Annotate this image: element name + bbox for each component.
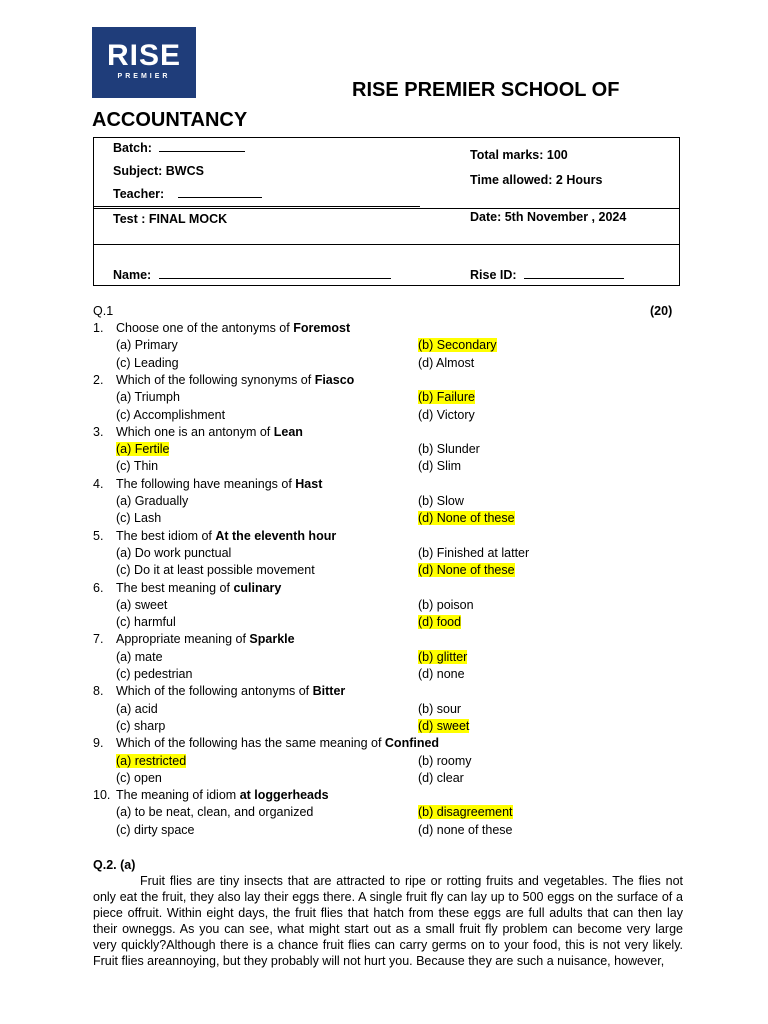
question-number: 2. (93, 372, 104, 387)
answer-option-text: (d) none (418, 667, 465, 681)
answer-option (418, 666, 465, 682)
answer-option (116, 458, 158, 474)
question-stem-text: The meaning of idiom (116, 788, 240, 803)
question-stem-text: Appropriate meaning of (116, 632, 250, 647)
answer-option (418, 493, 464, 509)
question-keyword: Sparkle (249, 632, 295, 647)
answer-option (418, 355, 474, 371)
answer-option (418, 458, 461, 474)
answer-option-text: (b) poison (418, 597, 474, 612)
answer-option-highlighted: (d) None of these (418, 511, 515, 526)
question-keyword: at loggerheads (239, 788, 329, 803)
answer-option-highlighted: (b) Failure (418, 390, 475, 405)
answer-option-text: (d) none of these (418, 822, 513, 837)
logo-main-text: RISE (106, 39, 182, 72)
answer-option-text: (a) acid (116, 701, 158, 716)
answer-option-text: (d) clear (418, 770, 464, 785)
answer-option (418, 597, 474, 613)
answer-option-text: (a) Triumph (116, 390, 180, 405)
question-stem-text: Which of the following synonyms of (116, 372, 315, 387)
answer-option-text: (a) mate (116, 649, 163, 664)
answer-option-highlighted: (b) Secondary (418, 338, 497, 353)
question-stem (116, 683, 345, 699)
q2-label: Q.2. (a) (93, 858, 136, 872)
answer-option (418, 545, 529, 561)
student-name-field (113, 268, 391, 282)
question-keyword: Confined (384, 736, 440, 751)
rise-id-label: Rise ID: (470, 268, 517, 282)
answer-option (116, 545, 231, 561)
answer-option-text: (a) to be neat, clean, and organized (116, 805, 314, 820)
rise-id-blank (524, 278, 624, 279)
answer-option (116, 649, 163, 665)
question-stem (116, 320, 350, 336)
school-title-line1: RISE PREMIER SCHOOL OF (352, 79, 620, 101)
answer-option (418, 822, 513, 838)
answer-option (116, 355, 179, 371)
question-stem (116, 735, 439, 751)
student-name-blank (159, 278, 391, 279)
answer-option-text: (d) Almost (418, 355, 475, 370)
answer-option (418, 614, 461, 630)
answer-option-text: (c) dirty space (116, 822, 195, 837)
answer-option (116, 597, 167, 613)
answer-option-text: (c) harmful (116, 615, 176, 630)
school-title-line2: ACCOUNTANCY (92, 109, 248, 131)
question-keyword: Lean (273, 424, 303, 439)
question-number: 6. (93, 580, 104, 595)
answer-option (116, 666, 192, 682)
question-stem-text: The best meaning of (116, 580, 234, 595)
answer-option (116, 718, 165, 734)
q1-marks: (20) (650, 304, 673, 318)
answer-option-highlighted: (d) food (418, 615, 462, 630)
answer-option-text: (c) Leading (116, 355, 179, 370)
answer-option (116, 441, 169, 457)
question-number: 4. (93, 476, 104, 491)
question-number: 8. (93, 684, 104, 699)
question-number: 9. (93, 736, 104, 751)
answer-option-text: (a) Gradually (116, 494, 189, 508)
q2-passage: Fruit flies are tiny insects that are attracted to ripe or rotting fruits and vegetables. The flies not only eat the fruit, they also lay their eggs there. A single fruit fly can lay up to 500 eggs on the surface of a piece offruit. Within eight days, the fruit flies that hatch from these eggs are full adults that can then lay their owneggs. As you can see, what might start out as a small fruit fly problem can become very large very quickly?Although there is a chance fruit flies can carry germs on to your food, this is not very likely. Fruit flies areannoying, but they probably will not hurt you. Because they are such a nuisance, however, (93, 874, 683, 968)
answer-option-text: (d) Victory (418, 407, 475, 422)
answer-option (116, 614, 176, 630)
answer-option-text: (c) Accomplishment (116, 407, 226, 422)
subject-text: Subject: BWCS (113, 164, 204, 178)
answer-option-text: (a) Primary (116, 338, 178, 353)
batch-field (113, 141, 245, 155)
school-logo (92, 27, 196, 98)
question-stem (116, 631, 295, 647)
answer-option (418, 701, 461, 717)
question-stem-text: Choose one of the antonyms of (116, 321, 294, 335)
exam-date-text: Date: 5th November , 2024 (470, 210, 627, 224)
answer-option-text: (b) Slow (418, 494, 464, 508)
answer-option (418, 407, 475, 423)
answer-option (418, 562, 515, 578)
answer-option-text: (c) open (116, 770, 162, 785)
answer-option-highlighted: (a) restricted (116, 753, 187, 768)
exam-header-box (93, 137, 680, 286)
answer-option-text: (b) Finished at latter (418, 545, 530, 560)
answer-option-text: (a) sweet (116, 597, 168, 612)
question-number: 1. (93, 321, 104, 335)
question-stem-text: The best idiom of (116, 528, 216, 543)
teacher-blank (178, 197, 262, 198)
question-stem (116, 424, 303, 440)
rise-id-field (470, 268, 624, 282)
question-stem-text: Which of the following antonyms of (116, 684, 313, 699)
answer-option (418, 441, 480, 457)
question-stem (116, 580, 281, 596)
batch-label: Batch: (113, 141, 152, 155)
answer-option-text: (b) sour (418, 701, 462, 716)
answer-option-text: (b) roomy (418, 753, 472, 768)
answer-option (418, 753, 471, 769)
question-number: 5. (93, 528, 104, 543)
question-stem (116, 787, 329, 803)
question-number: 3. (93, 424, 104, 439)
question-keyword: Bitter (312, 684, 346, 699)
answer-option-text: (c) pedestrian (116, 667, 193, 681)
answer-option (116, 407, 225, 423)
question-stem (116, 528, 336, 544)
answer-option (116, 562, 315, 578)
answer-option (418, 510, 515, 526)
question-stem-text: Which of the following has the same meaning of (116, 736, 385, 751)
question-stem-text: The following have meanings of (116, 476, 296, 491)
answer-option (116, 493, 188, 509)
question-stem (116, 476, 322, 492)
answer-option (116, 389, 180, 405)
answer-option (116, 804, 313, 820)
teacher-field (113, 187, 262, 201)
batch-blank (159, 151, 245, 152)
answer-option-text: (c) Lash (116, 511, 162, 526)
header-divider-lower (94, 244, 679, 245)
question-keyword: At the eleventh hour (215, 528, 337, 543)
question-keyword: Fiasco (314, 372, 355, 387)
question-keyword: Hast (295, 476, 323, 491)
header-divider-short (94, 206, 420, 207)
question-keyword: Foremost (293, 321, 351, 335)
student-name-label: Name: (113, 268, 152, 282)
answer-option (116, 770, 162, 786)
answer-option (418, 718, 469, 734)
time-allowed-text: Time allowed: 2 Hours (470, 173, 603, 187)
answer-option (418, 770, 464, 786)
answer-option (418, 649, 467, 665)
answer-option (116, 510, 161, 526)
answer-option (116, 337, 178, 353)
answer-option-text: (c) Thin (116, 459, 159, 474)
test-name-text: Test : FINAL MOCK (113, 212, 228, 226)
answer-option-highlighted: (b) disagreement (418, 805, 513, 820)
answer-option (418, 337, 497, 353)
q1-label: Q.1 (93, 304, 114, 318)
answer-option-text: (c) Do it at least possible movement (116, 563, 315, 578)
question-number: 10. (93, 788, 111, 803)
question-number: 7. (93, 632, 104, 647)
question-stem (116, 372, 354, 388)
answer-option (116, 822, 195, 838)
answer-option-text: (a) Do work punctual (116, 545, 232, 560)
answer-option (418, 804, 513, 820)
answer-option-text: (d) Slim (418, 459, 462, 474)
teacher-label: Teacher: (113, 187, 165, 201)
answer-option (116, 701, 158, 717)
header-divider (94, 208, 679, 209)
answer-option (116, 753, 186, 769)
total-marks-text: Total marks: 100 (470, 148, 568, 162)
answer-option-highlighted: (d) None of these (418, 563, 515, 578)
answer-option (418, 389, 475, 405)
answer-option-highlighted: (b) glitter (418, 649, 468, 664)
answer-option-text: (b) Slunder (418, 442, 480, 457)
question-stem-text: Which one is an antonym of (116, 424, 274, 439)
logo-sub-text: PREMIER (117, 73, 171, 80)
answer-option-highlighted: (d) sweet (418, 718, 470, 733)
answer-option-text: (c) sharp (116, 718, 166, 733)
answer-option-highlighted: (a) Fertile (116, 442, 170, 457)
question-keyword: culinary (233, 580, 282, 595)
